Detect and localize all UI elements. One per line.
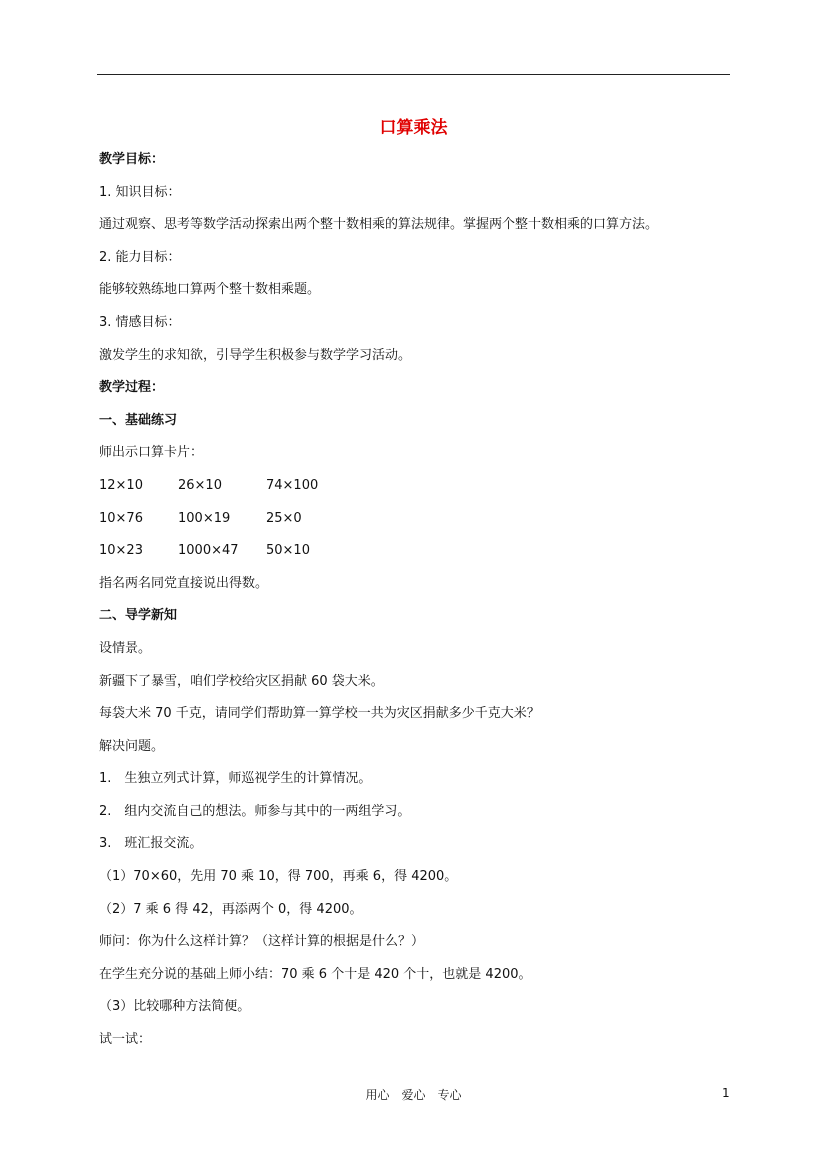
cards-note: 指名两名同党直接说出得数。 <box>99 575 269 591</box>
page-footer: 用心 爱心 专心 <box>365 1088 462 1102</box>
section1-heading: 一、基础练习 <box>99 412 178 428</box>
card-item: 10×76 <box>99 510 143 526</box>
process-heading: 教学过程： <box>99 380 165 396</box>
compare-text: （3）比较哪种方法简便。 <box>99 999 251 1015</box>
card-item: 100×19 <box>178 510 231 526</box>
header-rule <box>97 74 730 75</box>
story-line-2: 每袋大米 70 千克，请同学们帮助算一算学校一共为灾区捐献多少千克大米？ <box>99 706 540 722</box>
scenario-text: 设情景。 <box>99 640 152 656</box>
goal3-label: 3. 情感目标： <box>99 314 181 330</box>
card-row <box>99 540 739 573</box>
try-it-heading: 试一试： <box>99 1032 152 1048</box>
teacher-summary: 在学生充分说的基础上师小结：70 乘 6 个十是 420 个十，也就是 4200。 <box>99 966 532 982</box>
card-item: 25×0 <box>266 510 302 526</box>
goals-heading: 教学目标： <box>99 152 165 167</box>
solve-text: 解决问题。 <box>99 738 165 754</box>
goal3-text: 激发学生的求知欲，引导学生积极参与数学学习活动。 <box>99 347 412 363</box>
section2-heading: 二、导学新知 <box>99 608 178 624</box>
method-1: （1）70×60，先用 70 乘 10，得 700，再乘 6，得 4200。 <box>99 869 458 885</box>
card-row <box>99 475 739 508</box>
cards-intro: 师出示口算卡片： <box>99 445 204 461</box>
goal1-label: 1. 知识目标： <box>99 184 181 200</box>
page-number: 1 <box>722 1086 730 1100</box>
step-2: 2. 组内交流自己的想法。师参与其中的一两组学习。 <box>99 803 411 819</box>
goal1-text: 通过观察、思考等数学活动探索出两个整十数相乘的算法规律。掌握两个整十数相乘的口算方法。 <box>99 217 659 233</box>
card-item: 12×10 <box>99 477 143 493</box>
card-item: 74×100 <box>266 477 319 493</box>
step-1: 1. 生独立列式计算，师巡视学生的计算情况。 <box>99 771 372 787</box>
goal2-label: 2. 能力目标： <box>99 249 181 265</box>
card-item: 10×23 <box>99 543 143 559</box>
card-row <box>99 508 739 541</box>
card-item: 1000×47 <box>178 543 239 559</box>
story-line-1: 新疆下了暴雪，咱们学校给灾区捐献 60 袋大米。 <box>99 673 384 689</box>
card-item: 50×10 <box>266 543 310 559</box>
document-title: 口算乘法 <box>379 118 448 138</box>
step-3: 3. 班汇报交流。 <box>99 836 203 852</box>
teacher-question: 师问：你为什么这样计算？（这样计算的根据是什么？） <box>99 934 425 950</box>
card-item: 26×10 <box>178 477 222 493</box>
method-2: （2）7 乘 6 得 42，再添两个 0，得 4200。 <box>99 901 363 917</box>
goal2-text: 能够较熟练地口算两个整十数相乘题。 <box>99 282 321 298</box>
document-body <box>99 149 739 1062</box>
